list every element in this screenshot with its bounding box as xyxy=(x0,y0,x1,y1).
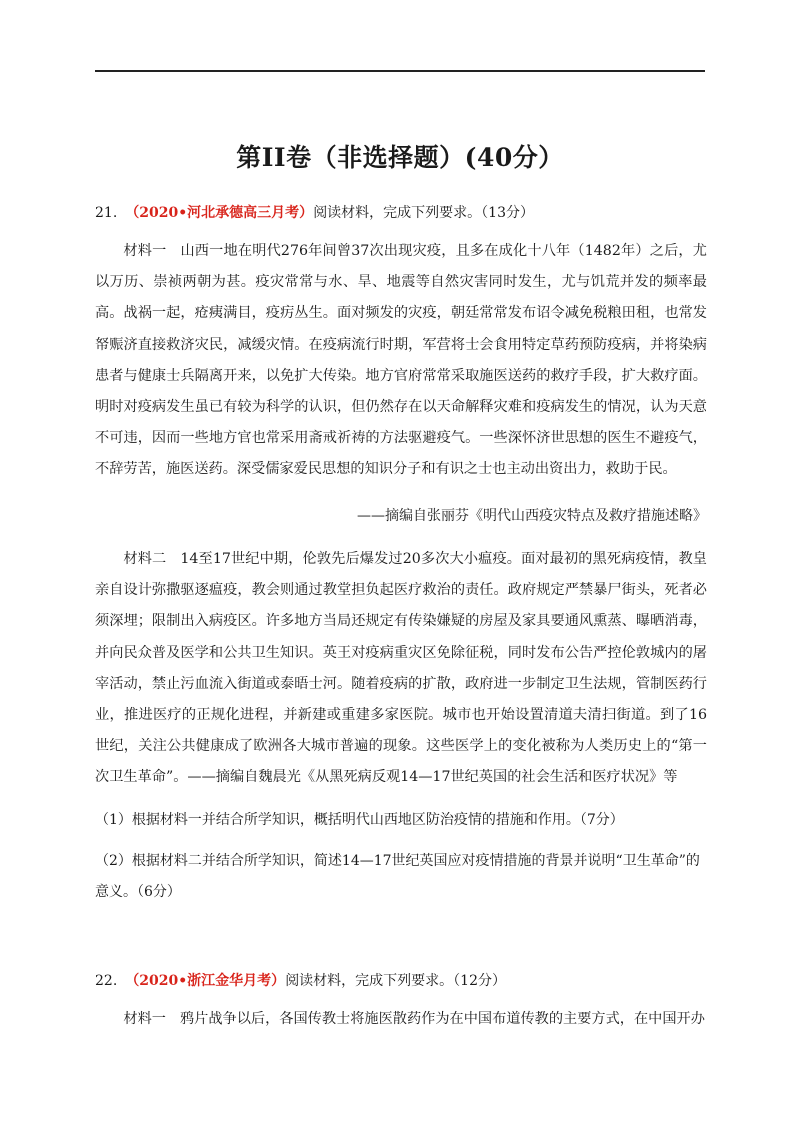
material-text: 鸦片战争以后，各国传教士将施医散药作为在中国布道传教的主要方式，在中国开办 xyxy=(179,1011,705,1027)
question-prompt: 阅读材料，完成下列要求。（13分） xyxy=(313,205,535,221)
question-source: （2020•河北承德高三月考） xyxy=(125,205,314,221)
material-label: 材料一 xyxy=(123,243,167,259)
material-label: 材料一 xyxy=(123,1011,166,1027)
q22-material-1-paragraph xyxy=(95,1004,707,1035)
section-title: 第II卷（非选择题）(40分） xyxy=(236,143,564,172)
material-2-paragraph xyxy=(95,544,707,794)
material-1-paragraph xyxy=(95,236,707,486)
question-21-heading xyxy=(95,202,534,224)
question-number: 22. xyxy=(95,973,118,989)
material-1-citation: ——摘编自张丽芬《明代山西疫灾特点及救疗措施述略》 xyxy=(357,508,707,524)
question-number: 21. xyxy=(95,205,118,221)
header-rule xyxy=(95,70,705,72)
question-prompt: 阅读材料，完成下列要求。（12分） xyxy=(285,973,507,989)
material-text: 14至17世纪中期，伦敦先后爆发过20多次大小瘟疫。面对最初的黑死病疫情，教皇亲自设计弥撒驱逐瘟疫，教会则通过教堂担负起医疗救治的责任。政府规定严禁暴尸街头，死者必须深埋；限制出入病疫区。许多地方当局还规定有传染嫌疑的房屋及家具要通风熏蒸、曝晒消毒，并向民众普及医学和公共卫生知识。英王对疫病重灾区免除征税，同时发布公告严控伦敦城内的屠宰活动，禁止污血流入街道或泰晤士河。随着疫病的扩散，政府进一步制定卫生法规，管制医药行业，推进医疗的正规化进程，并新建或重建多家医院。城市也开始设置清道夫清扫街道。到了16世纪，关注公共健康成了欧洲各大城市普遍的现象。这些医学上的变化被称为人类历史上的“第一次卫生革命”。——摘编自魏晨光《从黑死病反观14—17世纪英国的社会生活和医疗状况》等 xyxy=(95,551,707,786)
subquestion-2: （2）根据材料二并结合所学知识，简述14—17世纪英国应对疫情措施的背景并说明“卫生革命”的意义。（6分） xyxy=(95,853,700,900)
subquestion-1: （1）根据材料一并结合所学知识，概括明代山西地区防治疫情的措施和作用。（7分） xyxy=(95,812,624,828)
material-label: 材料二 xyxy=(123,551,167,567)
question-22-heading xyxy=(95,970,506,992)
question-source: （2020•浙江金华月考） xyxy=(125,973,286,989)
material-text: 山西一地在明代276年间曾37次出现灾疫，且多在成化十八年（1482年）之后，尤以万历、崇祯两朝为甚。疫灾常常与水、旱、地震等自然灾害同时发生，尤与饥荒并发的频率最高。战祸一起，疮痍满目，疫疠丛生。面对频发的灾疫，朝廷常常发布诏令减免税粮田租，也常发帑赈济直接救济灾民，减缓灾情。在疫病流行时期，军营将士会食用特定草药预防疫病，并将染病患者与健康士兵隔离开来，以免扩大传染。地方官府常常采取施医送药的救疗手段，扩大救疗面。明时对疫病发生虽已有较为科学的认识，但仍然存在以天命解释灾难和疫病发生的情况，认为天意不可违，因而一些地方官也常采用斋戒祈祷的方法驱避疫气。一些深怀济世思想的医生不避疫气，不辞劳苦，施医送药。深受儒家爱民思想的知识分子和有识之士也主动出资出力，救助于民。 xyxy=(95,243,707,478)
